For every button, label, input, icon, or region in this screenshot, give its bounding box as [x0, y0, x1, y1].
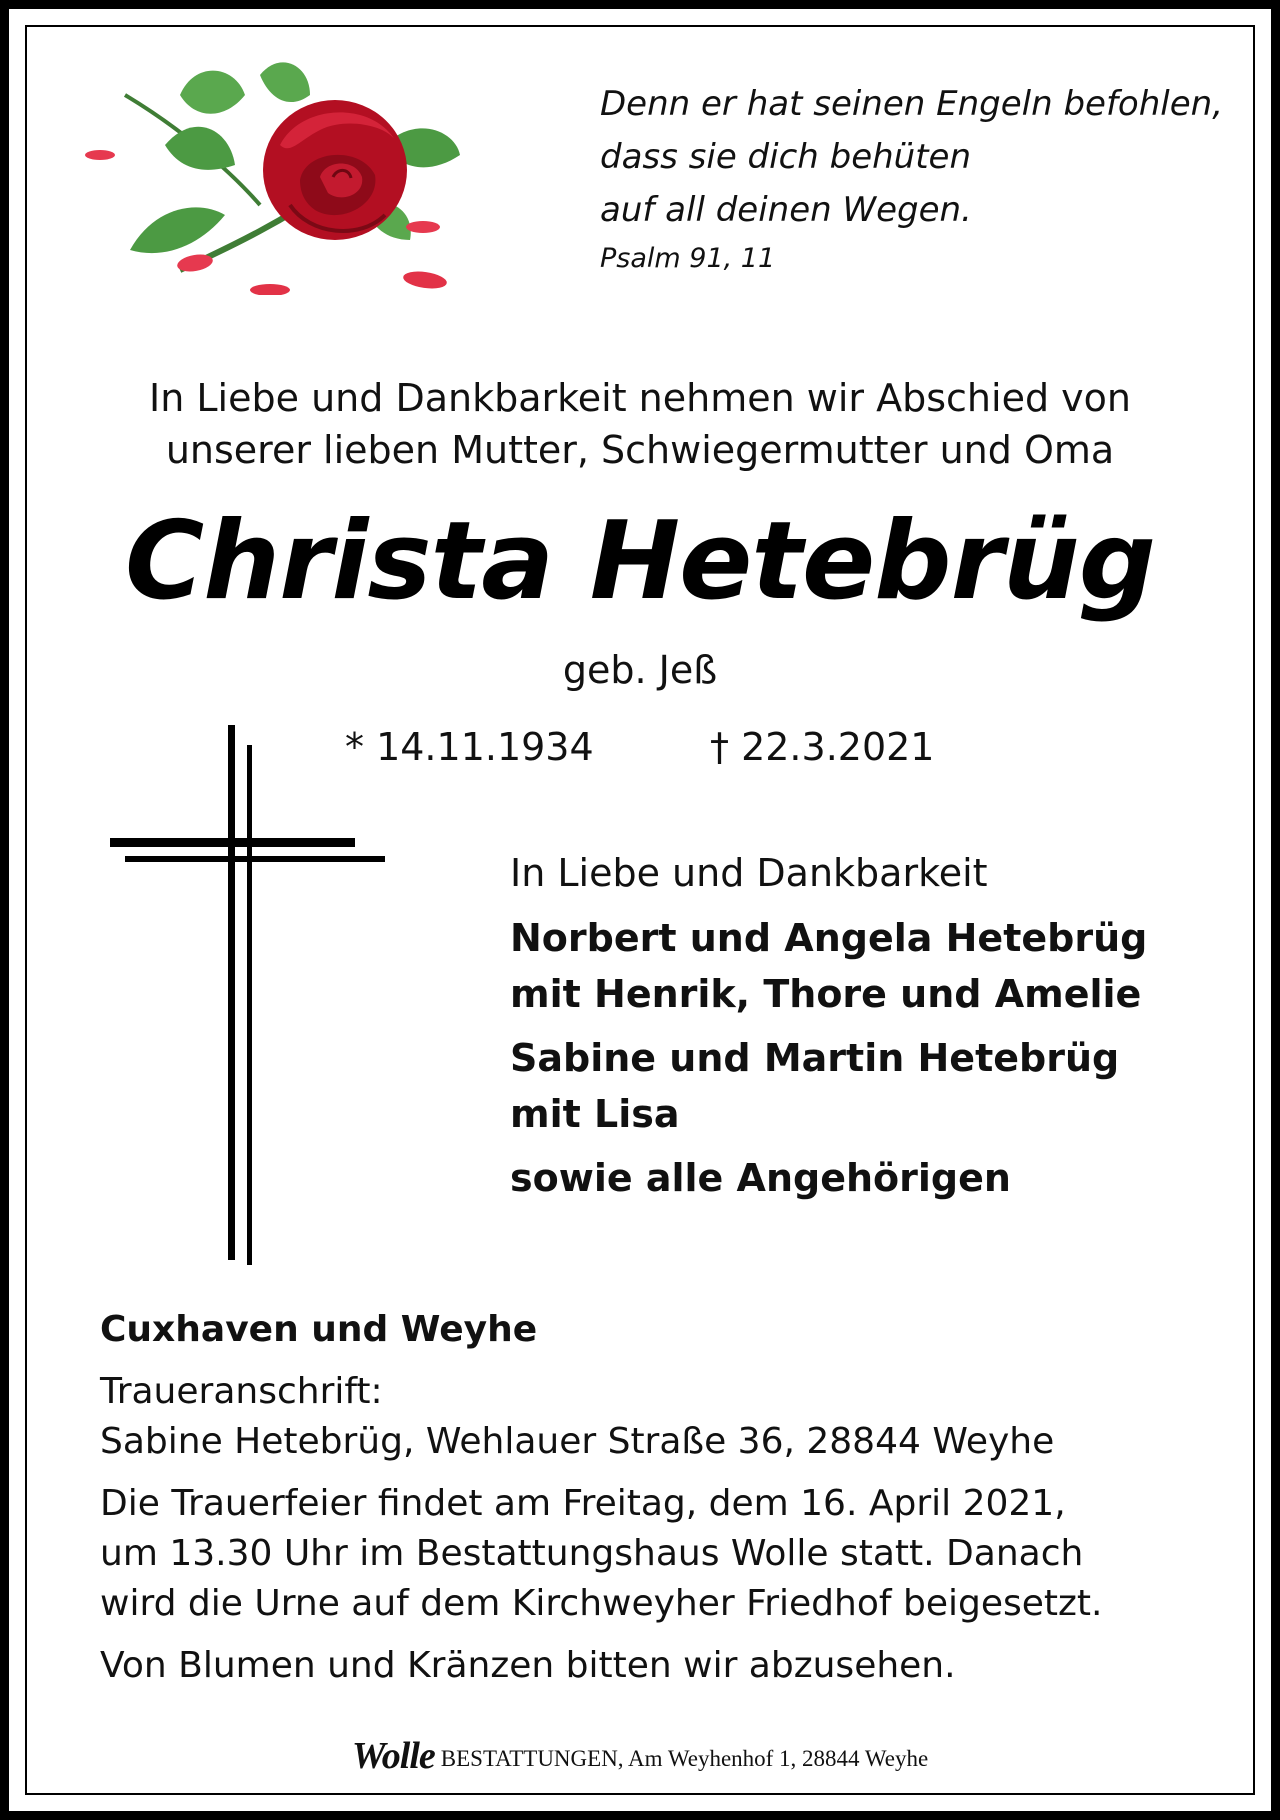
verse-line-3: auf all deinen Wegen. [600, 190, 972, 230]
mourner-group-2-line-1: Sabine und Martin Hetebrüg [510, 1036, 1120, 1080]
mourner-group-3-line-1: sowie alle Angehörigen [510, 1156, 1011, 1200]
intro-line-2: unserer lieben Mutter, Schwiegermutter und Oma [165, 428, 1115, 472]
mourner-group-1 [510, 910, 1250, 1022]
mourner-group-1-line-2: mit Henrik, Thore und Amelie [510, 972, 1142, 1016]
address-label: Traueranschrift: [100, 1371, 383, 1412]
mourners-block [510, 848, 1250, 1214]
funeral-home-logo: Wolle [351, 1735, 435, 1777]
mourning-address: Sabine Hetebrüg, Wehlauer Straße 36, 28844 Weyhe [100, 1421, 1055, 1462]
rose-icon [85, 55, 470, 295]
maiden-name: geb. Jeß [562, 648, 718, 692]
flowers-note: Von Blumen und Kränzen bitten wir abzusehen. [100, 1645, 956, 1686]
details-block [100, 1305, 1230, 1691]
deceased-name: Christa Hetebrüg [124, 499, 1156, 624]
death-date: † 22.3.2021 [710, 725, 935, 769]
mourner-group-2-line-2: mit Lisa [510, 1092, 680, 1136]
intro-text [0, 372, 1280, 476]
place-heading: Cuxhaven und Weyhe [100, 1309, 538, 1350]
verse-reference: Psalm 91, 11 [600, 243, 776, 274]
cross-icon [100, 720, 400, 1270]
mourner-group-1-line-1: Norbert und Angela Hetebrüg [510, 916, 1148, 960]
mourners-lead: In Liebe und Dankbarkeit [510, 851, 988, 895]
intro-line-1: In Liebe und Dankbarkeit nehmen wir Abschied von [149, 376, 1131, 420]
verse-line-2: dass sie dich behüten [600, 137, 972, 177]
mourner-group-2 [510, 1030, 1250, 1142]
funeral-home-address: BESTATTUNGEN, Am Weyhenhof 1, 28844 Weyhe [440, 1746, 929, 1771]
birth-date: * 14.11.1934 [345, 725, 594, 769]
bible-verse [600, 78, 1240, 281]
service-line-1: Die Trauerfeier findet am Freitag, dem 16. April 2021, [100, 1483, 1066, 1524]
verse-line-1: Denn er hat seinen Engeln befohlen, [600, 84, 1224, 124]
funeral-home-footer [0, 1735, 1280, 1777]
service-line-2: um 13.30 Uhr im Bestattungshaus Wolle statt. Danach [100, 1533, 1084, 1574]
service-line-3: wird die Urne auf dem Kirchweyher Friedhof beigesetzt. [100, 1583, 1103, 1624]
mourner-group-3 [510, 1150, 1250, 1206]
